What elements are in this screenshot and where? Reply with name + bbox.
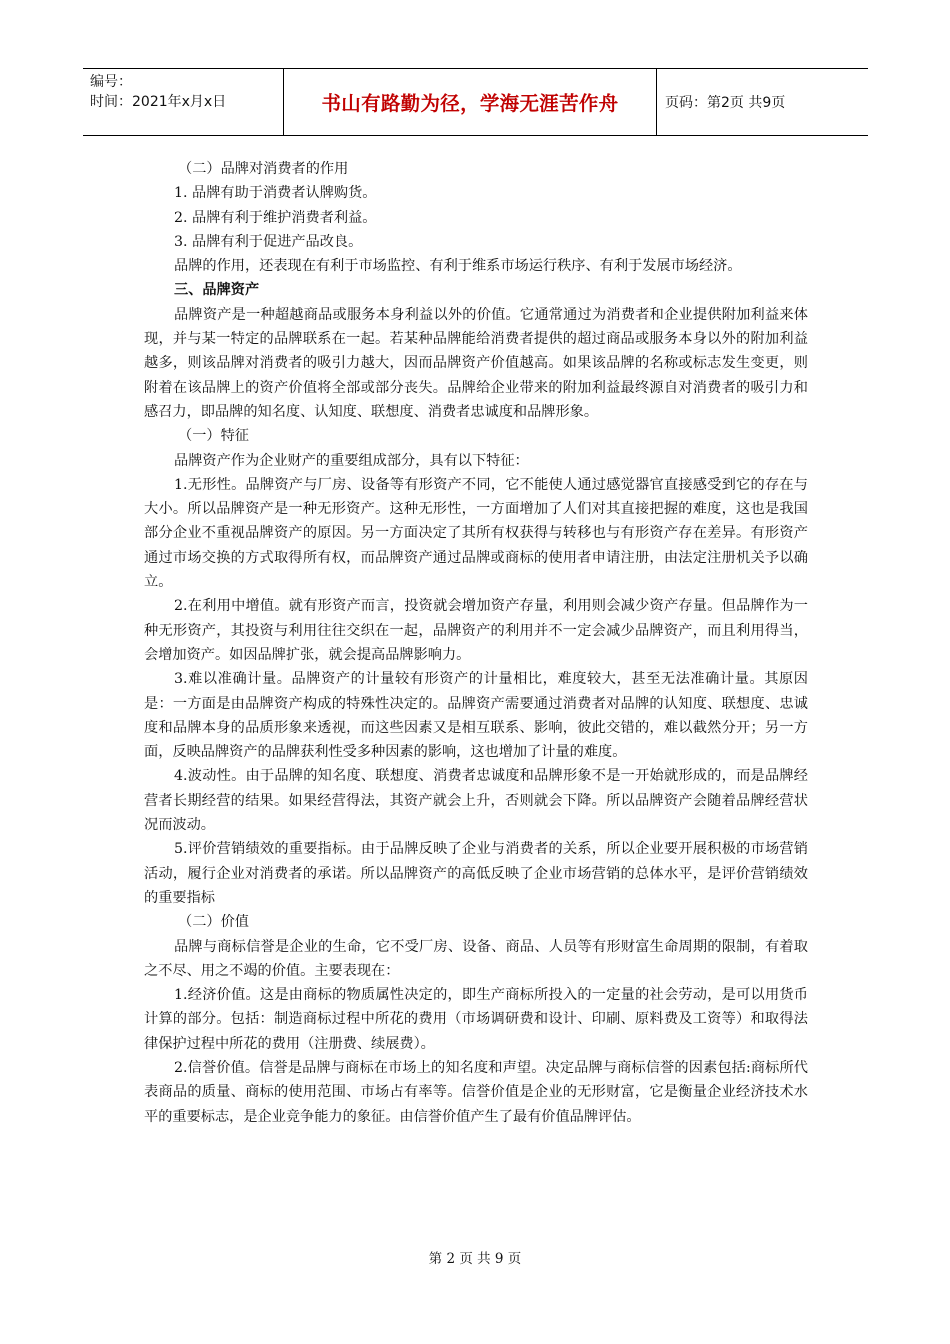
paragraph: 品牌的作用，还表现在有利于市场监控、有利于维系市场运行秩序、有利于发展市场经济。 (174, 258, 742, 275)
paragraph: 5.评价营销绩效的重要指标。由于品牌反映了企业与消费者的关系，所以企业要开展积极的市场营销活动，履行企业对消费者的承诺。所以品牌资产的高低反映了企业市场营销的总体水平，是评价营销绩效的重要指标 (144, 841, 808, 906)
header-motto: 书山有路勤为径，学海无涯苦作舟 (284, 69, 657, 135)
paragraph: 4.波动性。由于品牌的知名度、联想度、消费者忠诚度和品牌形象不是一开始就形成的，而是品牌经营者长期经营的结果。如果经营得法，其资产就会上升，否则就会下降。所以品牌资产会随着品牌经营状况而波动。 (144, 768, 808, 834)
document-number-label: 编号： (90, 74, 132, 90)
document-body (144, 157, 808, 1129)
paragraph: 1.经济价值。这是由商标的物质属性决定的，即生产商标所投入的一定量的社会劳动，是可以用货币计算的部分。包括：制造商标过程中所花的费用（市场调研费和设计、印刷、原料费及工资等）和取得法律保护过程中所花的费用（注册费、续展费）。 (144, 987, 808, 1052)
document-date: 时间：2021年x月x日 (90, 94, 227, 110)
section-heading: 三、品牌资产 (174, 282, 260, 299)
page-header (83, 68, 868, 136)
paragraph: 1.无形性。品牌资产与厂房、设备等有形资产不同，它不能使人通过感觉器官直接感受到它的存在与大小。所以品牌资产是一种无形资产。这种无形性，一方面增加了人们对其直接把握的难度，这也是我国部分企业不重视品牌资产的原因。另一方面决定了其所有权获得与转移也与有形资产存在差异。有形资产通过市场交换的方式取得所有权，而品牌资产通过品牌或商标的使用者申请注册，由法定注册机关予以确立。 (144, 476, 808, 591)
paragraph: 品牌资产作为企业财产的重要组成部分，具有以下特征： (174, 452, 529, 469)
page-footer: 第 2 页 共 9 页 (428, 1251, 522, 1267)
list-item: 1. 品牌有助于消费者认牌购货。 (174, 185, 377, 202)
paragraph: 2.在利用中增值。就有形资产而言，投资就会增加资产存量，利用则会减少资产存量。但品牌作为一种无形资产，其投资与利用往往交织在一起，品牌资产的利用并不一定会减少品牌资产，而且利用得当，会增加资产。如因品牌扩张，就会提高品牌影响力。 (144, 598, 808, 663)
paragraph: 3.难以准确计量。品牌资产的计量较有形资产的计量相比，难度较大，甚至无法准确计量。其原因是：一方面是由品牌资产构成的特殊性决定的。品牌资产需要通过消费者对品牌的认知度、联想度、忠诚度和品牌本身的品质形象来透视，而这些因素又是相互联系、影响，彼此交错的，难以截然分开；另一方面，反映品牌资产的品牌获利性受多种因素的影响，这也增加了计量的难度。 (144, 671, 808, 761)
list-item: 2. 品牌有利于维护消费者利益。 (174, 209, 377, 226)
header-page-info: 页码：第2页 共9页 (665, 95, 786, 111)
subsection-heading: （一）特征 (178, 428, 249, 445)
list-item: 3. 品牌有利于促进产品改良。 (174, 233, 363, 250)
subsection-heading: （二）价值 (178, 914, 249, 931)
paragraph: 品牌与商标信誉是企业的生命，它不受厂房、设备、商品、人员等有形财富生命周期的限制，有着取之不尽、用之不竭的价值。主要表现在： (144, 938, 808, 979)
paragraph: 品牌资产是一种超越商品或服务本身利益以外的价值。它通常通过为消费者和企业提供附加利益来体现，并与某一特定的品牌联系在一起。若某种品牌能给消费者提供的超过商品或服务本身以外的附加利益越多，则该品牌对消费者的吸引力越大，因而品牌资产价值越高。如果该品牌的名称或标志发生变更，则附着在该品牌上的资产价值将全部或部分丧失。品牌给企业带来的附加利益最终源自对消费者的吸引力和感召力，即品牌的知名度、认知度、联想度、消费者忠诚度和品牌形象。 (144, 306, 808, 420)
paragraph: 2.信誉价值。信誉是品牌与商标在市场上的知名度和声望。决定品牌与商标信誉的因素包括:商标所代表商品的质量、商标的使用范围、市场占有率等。信誉价值是企业的无形财富，它是衡量企业经济技术水平的重要标志，是企业竞争能力的象征。由信誉价值产生了最有价值品牌评估。 (144, 1059, 808, 1125)
header-meta (83, 69, 284, 135)
subsection-heading: （二）品牌对消费者的作用 (178, 161, 349, 177)
